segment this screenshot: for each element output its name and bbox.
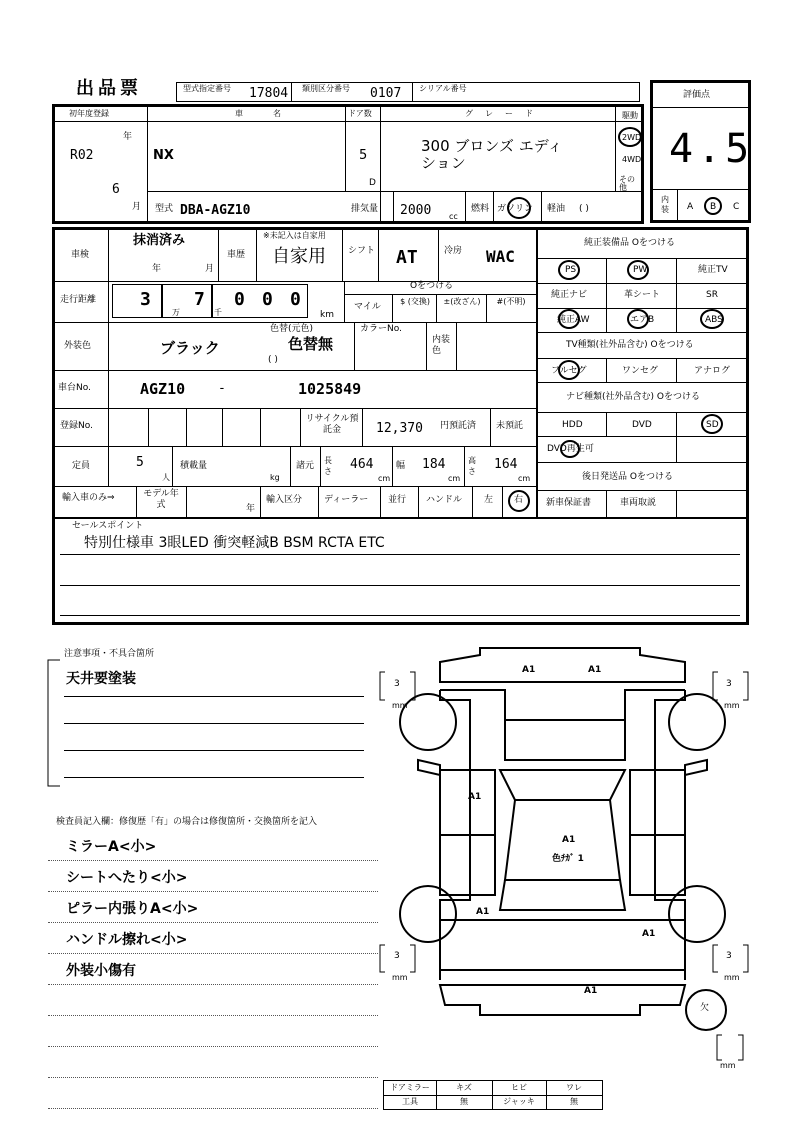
hgt-label: 高さ [468,456,476,476]
drive-2wd: 2WD [622,133,642,142]
wid-value: 184 [422,457,446,472]
hgt-value: 164 [494,457,518,472]
hgt-unit: cm [518,474,531,483]
tire-fl-unit: mm [392,701,408,710]
capacity-label: 定員 [72,461,91,471]
chassis-dash: - [218,381,226,396]
model-year-unit: 年 [246,504,256,514]
color-paren: ( ) [268,355,278,365]
legend-r4: 無 [570,1097,578,1106]
inspector-line-2: シートへたり<小> [66,870,188,886]
legend-h1: ドアミラー [390,1083,430,1092]
drive-label: 駆動 [622,111,638,120]
fuel-label: 燃料 [471,204,490,214]
equip-leather: 革シート [624,290,661,300]
inspector-line-5: 外装小傷有 [66,963,136,979]
diagram-mark-1: A1 [522,665,536,675]
wid-label: 幅 [396,461,406,471]
equip-ps: PS [565,265,577,275]
diagram-mark-2: A1 [588,665,602,675]
car-name: NX [153,148,174,163]
serial-label: シリアル番号 [419,84,467,93]
mileage-d3: 0 [234,289,245,310]
recycle-label: リサイクル預託金 [305,414,359,435]
color-orig-value: 色替無 [288,335,334,353]
handle-left: 左 [484,495,494,505]
equip-navi: 純正ナビ [551,290,588,300]
tire-fr-value: 3 [726,679,732,689]
load-label: 積載量 [180,461,208,471]
navi-dvd-play-circle [560,440,580,458]
interior-a: A [687,202,694,212]
spare-unit: mm [720,1061,736,1070]
aircon-value: WAC [486,247,515,266]
mileage-alter: ±(改ざん) [443,297,481,306]
equip-abs-circle [700,309,724,329]
inspector-line-3: ピラー内張りA<小> [66,901,199,917]
mileage-swap: $ (交換) [400,297,430,306]
capacity-unit: 人 [162,473,170,482]
mileage-box-1 [112,284,162,318]
shaken-year: 年 [152,264,162,274]
interior-b-circle [704,197,722,215]
first-reg-year: R02 [70,148,94,163]
mileage-mile: マイル [354,302,381,312]
note-line-1: 天井要塗装 [66,671,136,687]
equip-aw: 純正AW [557,315,590,325]
equip-tv: 純正TV [698,265,728,275]
later-docs-title: 後日発送品 Oをつける [582,472,673,482]
tire-fr-unit: mm [724,701,740,710]
equip-ps-circle [558,260,580,280]
later-docs-warranty: 新車保証書 [546,498,592,508]
mileage-label: 走行距離 [60,295,97,305]
doors-label: ドア数 [348,109,372,118]
serial-box [412,82,640,102]
navi-dvd-play: DVD再生可 [547,444,594,454]
chassis-label: 車台No. [58,383,91,393]
type-cert-box [176,82,292,102]
sales-point-label: セールスポイント [72,521,144,531]
len-value: 464 [350,457,374,472]
tire-rr-unit: mm [724,973,740,982]
grade-label: グレード [465,109,545,118]
displacement-value: 2000 [400,203,432,218]
capacity-value: 5 [136,455,144,470]
vehicle-info-block [52,104,644,224]
import-class-label: 輸入区分 [266,495,303,505]
legend-h2: キズ [456,1083,472,1092]
class-value: 0107 [370,86,402,101]
handle-right: 右 [514,495,524,505]
tire-rr-value: 3 [726,951,732,961]
grade-line1: 300 ブロンズ エディ [421,137,563,155]
recycle-value: 12,370 [376,421,423,436]
history-value: 自家用 [272,246,326,267]
history-label: 車歴 [227,250,246,260]
drive-2wd-circle [618,127,642,147]
displacement-label: 排気量 [351,204,379,214]
inspector-label: 検査員記入欄：修復歴「有」の場合は修復箇所・交換箇所を記入 [56,817,318,827]
navi-title: ナビ種類(社外品含む) Oをつける [566,392,700,402]
rating-box [650,80,754,223]
doors-suffix: D [369,178,376,188]
import-dealer: ディーラー [324,495,369,505]
aircon-label: 冷房 [444,246,463,256]
navi-sd-circle [701,414,723,434]
equip-aw-circle [558,309,580,329]
legend-r3: ジャッキ [503,1097,535,1106]
interior-c: C [733,202,740,212]
tv-analog: アナログ [694,366,731,376]
equip-sr: SR [706,290,718,300]
type-cert-label: 型式指定番号 [183,84,231,93]
wid-unit: cm [448,474,461,483]
tv-oneseg: ワンセグ [622,366,659,376]
diagram-mark-8: A1 [584,986,598,996]
dims-label: 諸元 [296,461,315,471]
recycle-unpaid: 未預託 [496,421,524,431]
diagram-mark-4: A1 [562,835,576,845]
legend-table [383,1080,603,1110]
import-label: 輸入車のみ⇒ [62,493,115,503]
later-docs-manual: 車両取説 [620,498,657,508]
tv-title: TV種類(社外品含む) Oをつける [566,340,694,350]
inspector-line-4: ハンドル擦れ<小> [66,932,188,948]
mileage-d2: 7 [194,289,205,310]
mileage-man: 万 [172,308,180,317]
tire-fl-value: 3 [394,679,400,689]
color-value: ブラック [160,339,220,357]
chassis-prefix: AGZ10 [140,380,186,398]
fuel-diesel: 軽油 [547,204,566,214]
inspector-line-1: ミラーA<小> [66,839,157,855]
equip-title: 純正装備品 Oをつける [584,238,675,248]
navi-hdd: HDD [562,420,583,430]
interior-label: 内装 [661,195,669,214]
colorno-label: カラーNo. [360,324,402,334]
model-value: DBA-AGZ10 [180,203,251,218]
tv-fullseg: フルセグ [551,366,587,376]
chassis-number: 1025849 [298,380,362,398]
import-parallel: 並行 [388,495,407,505]
first-reg-month-unit: 月 [132,202,142,212]
legend-r2: 無 [460,1097,468,1106]
navi-sd: SD [706,420,719,430]
drive-4wd: 4WD [622,155,642,164]
color-orig-label: 色替(元色) [270,324,314,334]
mileage-d1: 3 [140,289,151,310]
regno-label: 登録No. [60,421,93,431]
diagram-mark-7: A1 [642,929,656,939]
shift-value: AT [396,247,418,268]
diagram-mark-5: 色ﾁｶﾞ 1 [552,854,584,864]
navi-dvd: DVD [632,420,652,430]
model-year-label: モデル年式 [143,489,179,510]
model-label: 型式 [155,204,174,214]
mileage-sen: 千 [214,308,222,317]
legend-h4: ワレ [566,1083,582,1092]
tire-rl-value: 3 [394,951,400,961]
legend-r1: 工具 [402,1097,418,1106]
handle-right-circle [508,490,530,512]
len-unit: cm [378,474,391,483]
diagram-mark-3: A1 [468,792,482,802]
grade-line2: ション [421,154,466,172]
doors-value: 5 [359,148,368,163]
type-cert-value: 17804 [249,86,289,101]
handle-label: ハンドル [426,495,463,505]
tire-rl-unit: mm [392,973,408,982]
displacement-unit: cc [449,212,458,221]
fuel-gasoline-circle [507,197,531,219]
fuel-paren: ( ) [579,204,589,214]
rating-score: 4.5 [669,126,754,172]
history-note: ※未記入は自家用 [263,231,326,240]
tv-fullseg-circle [558,360,580,380]
first-reg-label: 初年度登録 [69,109,109,118]
mileage-unknown: #(不明) [496,297,526,306]
sales-point-text: 特別仕様車 3眼LED 衝突軽減B BSM RCTA ETC [84,535,385,551]
equip-airbag-circle [627,309,649,329]
shaken-label: 車検 [71,250,90,260]
form-title: 出品票 [76,78,142,99]
equip-airbag: エアB [630,315,655,325]
mileage-d5: 0 [290,289,301,310]
rating-label: 評価点 [683,90,711,100]
shaken-value: 抹消済み [133,233,186,248]
shaken-month: 月 [205,264,215,274]
color-label: 外装色 [64,341,92,351]
shift-label: シフト [348,246,376,256]
class-box [291,82,413,102]
equip-abs: ABS [705,315,723,325]
recycle-paid: 円預託済 [440,421,477,431]
int-color-label: 内装色 [432,335,451,356]
legend-h3: ヒビ [511,1083,527,1092]
interior-b: B [710,202,717,212]
equip-pw: PW [633,265,648,275]
first-reg-month: 6 [112,182,120,197]
load-unit: kg [270,473,280,482]
class-label: 類別区分番号 [302,84,350,93]
fuel-gasoline: ガソリン [497,204,534,214]
mileage-km: km [320,310,334,320]
mileage-circle-note: Oをつける [410,281,454,291]
diagram-mark-6: A1 [476,907,490,917]
notes-label: 注意事項・不具合箇所 [64,649,155,659]
name-label: 車名 [235,109,311,118]
spare-missing: 欠 [700,1003,710,1013]
first-reg-year-unit: 年 [123,132,133,142]
equip-pw-circle [627,260,649,280]
len-label: 長さ [324,456,332,476]
mileage-d4: 0 [262,289,273,310]
drive-other: その他 [619,175,635,192]
